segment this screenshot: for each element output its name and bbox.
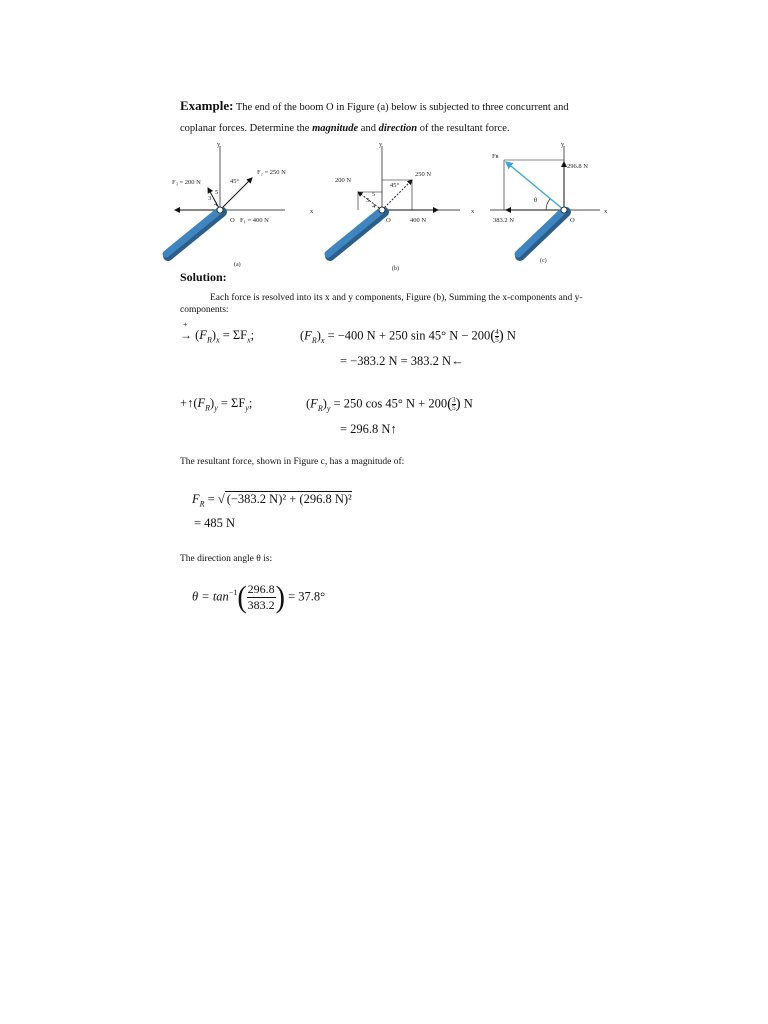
fx-frac-num: 4 — [495, 328, 499, 336]
fx-rhs: = −400 N + 250 sin 45° N − 200 — [327, 328, 491, 343]
fig-b-boom — [328, 210, 382, 254]
example-label: Example: — [180, 98, 234, 113]
fig-a-tri-4: 4 — [214, 201, 218, 208]
fig-b-x-label: x — [471, 208, 475, 215]
theta-sup: −1 — [228, 588, 238, 598]
solution-paragraph: Each force is resolved into its x and y components, Figure (b), Summing the x-components and y-components: — [180, 293, 583, 315]
fig-a-pin — [217, 207, 223, 213]
theta-num: 296.8 — [247, 582, 275, 596]
fig-a-angle-label: 45° — [230, 178, 240, 185]
theta-result: = 37.8° — [288, 589, 326, 604]
fig-a-f2-label: F₂ = 250 N — [257, 169, 286, 176]
fr-equation: $F_R$ = √ (−383.2 N)² + (296.8 N)² — [192, 492, 352, 509]
theta-den: 383.2 — [247, 598, 275, 612]
fig-a-f3-label: F₃ = 200 N — [172, 179, 201, 186]
fig-c-x-label: x — [604, 208, 608, 215]
fig-b-tri-4: 4 — [372, 203, 376, 210]
fx-result: = −383.2 N = 383.2 N← — [340, 354, 464, 368]
fig-a-x-label: x — [310, 208, 314, 215]
sqrt-icon: √ (−383.2 N)² + (296.8 N)² — [217, 492, 352, 506]
fig-c-y-label: y — [561, 141, 565, 148]
fy-result: = 296.8 N↑ — [340, 422, 397, 436]
fig-c-fx-label: 383.2 N — [493, 217, 514, 224]
direction-text: The direction angle θ is: — [180, 554, 273, 564]
fig-b-250-label: 250 N — [415, 171, 432, 178]
fy-frac-num: 3 — [452, 396, 456, 404]
fig-b-200-arrow — [358, 192, 382, 210]
magnitude-word: magnitude — [312, 123, 359, 134]
fy-rhs: = 250 cos 45° N + 200 — [333, 396, 448, 411]
fig-b-400-label: 400 N — [410, 217, 427, 224]
fr-radicand: (−383.2 N)² + (296.8 N)² — [226, 492, 352, 506]
solution-heading: Solution: — [180, 270, 227, 284]
fig-c-boom — [518, 210, 564, 254]
fig-a-tri-5: 5 — [215, 189, 219, 196]
fig-c-theta-label: θ — [534, 197, 538, 204]
fig-b-y-label: y — [379, 141, 383, 148]
fig-a-origin-label: O — [230, 217, 235, 224]
fig-b-200-label: 200 N — [335, 177, 352, 184]
intro-text-1: The end of the boom O in Figure (a) below is subjected to three concurrent and coplanar forces. Determine the — [180, 102, 569, 134]
fx-equation-rhs: $(F_R)_x = -400$ N + 250 sin 45° N − 200( $\frac{4}{5}$) N — [300, 328, 516, 345]
fig-c-caption: (c) — [540, 258, 547, 264]
up-arrow-icon: ↑ — [187, 396, 194, 410]
figure-b — [328, 141, 475, 272]
theta-lhs: θ = tan — [192, 589, 229, 604]
fx-frac-den: 5 — [495, 336, 499, 344]
right-plus-icon: + → — [180, 320, 192, 342]
direction-word: direction — [378, 123, 418, 134]
fy-equation-lhs: $+↑(F_R)_y = \Sigma F_y$; — [180, 396, 253, 413]
intro-and: and — [358, 123, 379, 134]
fig-b-caption: (b) — [392, 266, 399, 272]
example-intro — [180, 95, 600, 139]
figure-a — [166, 141, 314, 268]
fig-a-y-label: y — [217, 141, 221, 148]
intro-text-2: of the resultant force. — [417, 123, 510, 134]
force-figures — [160, 138, 620, 278]
fx-equation-lhs: + → $(F_R)_x = \Sigma F_x$; — [180, 320, 255, 345]
fig-a-caption: (a) — [234, 262, 241, 268]
fig-a-boom — [166, 210, 220, 254]
fig-b-tri-5: 5 — [372, 191, 376, 198]
fx-sum: = ΣF — [222, 328, 248, 342]
fig-c-theta-arc — [546, 199, 550, 210]
magnitude-text: The resultant force, shown in Figure c, has a magnitude of: — [180, 457, 405, 467]
fy-sum: = ΣF — [220, 396, 246, 410]
fig-b-tri-3: 3 — [366, 197, 370, 204]
fig-c-fy-label: 296.8 N — [567, 163, 588, 170]
fy-frac-den: 5 — [452, 404, 456, 412]
fig-c-origin-label: O — [570, 217, 575, 224]
fig-c-resultant-label: Fʀ — [492, 153, 499, 160]
figure-c — [490, 141, 608, 264]
fx-unit: N — [506, 328, 516, 343]
fig-a-f1-label: F₁ = 400 N — [240, 217, 269, 224]
fy-unit: N — [463, 396, 473, 411]
theta-equation: $\theta = \tan^{-1}$( $\frac{296.8}{383.2}$ ) = 37.8° — [192, 579, 326, 614]
figures-svg — [160, 138, 620, 278]
fig-c-pin — [561, 207, 567, 213]
fr-result: = 485 N — [194, 516, 236, 530]
fig-b-origin-label: O — [386, 217, 391, 224]
fy-equation-rhs: $(F_R)_y = 250$ cos 45° N + 200( $\frac{3}{5}$) N — [306, 396, 473, 413]
fig-b-pin — [379, 207, 385, 213]
fig-a-tri-3: 3 — [208, 195, 212, 202]
fig-b-angle-label: 45° — [390, 182, 400, 189]
